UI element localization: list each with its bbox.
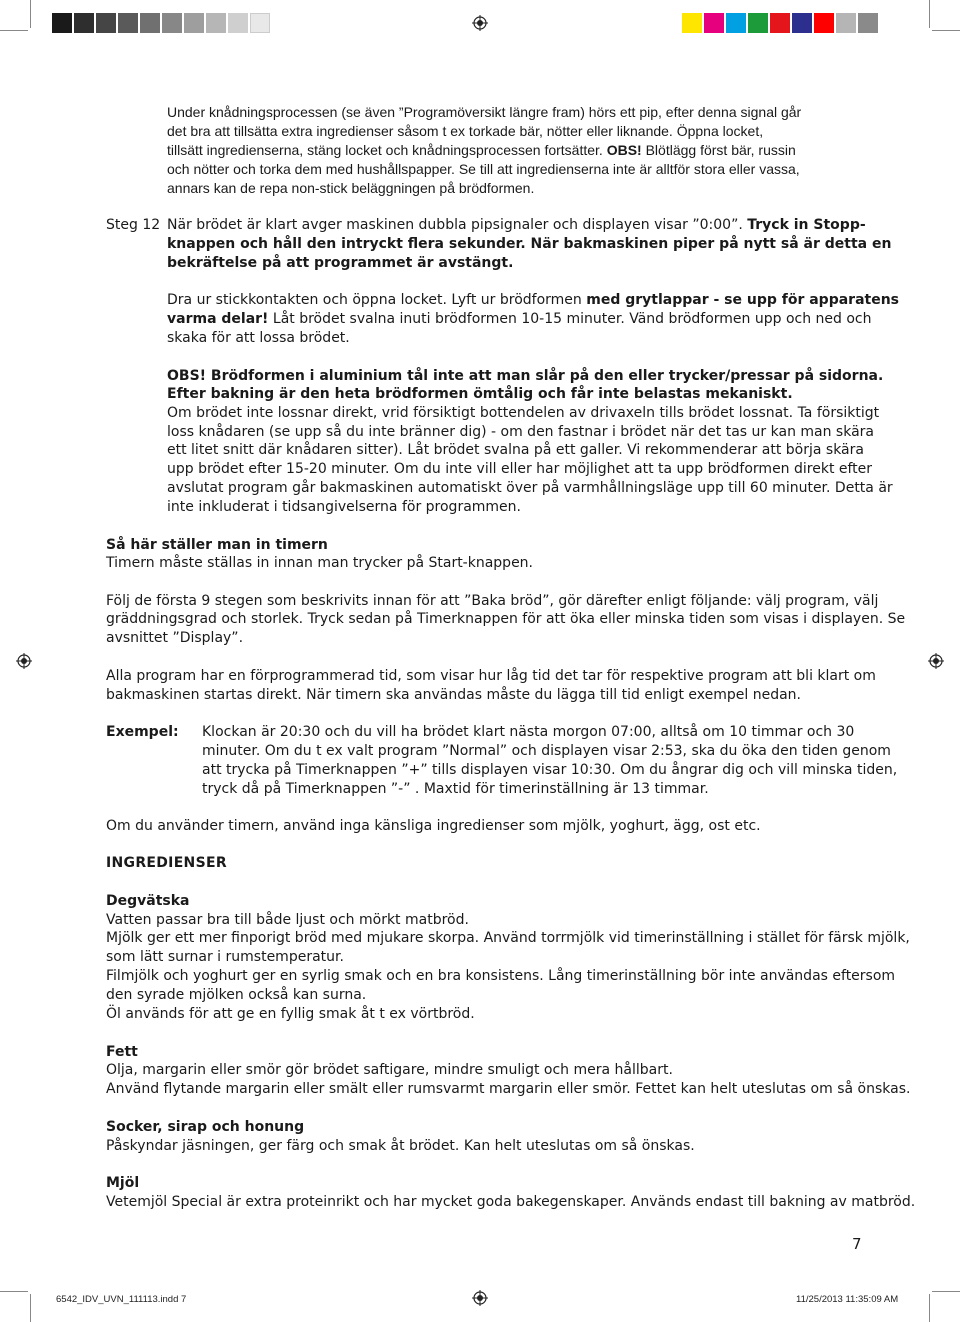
color-swatch-yellow <box>682 13 702 33</box>
page-number: 7 <box>852 1235 862 1253</box>
color-swatch-gray <box>836 13 856 33</box>
crop-mark <box>932 1291 960 1292</box>
text-segment: Låt brödet svalna inuti brödformen 10-15 minuter. Vänd brödformen upp och ned och <box>268 311 872 327</box>
text-line: Filmjölk och yoghurt ger en syrlig smak och en bra konsistens. Lång timerinställning bör inte användas eftersom <box>106 968 896 984</box>
text-segment: tillsätt ingredienserna, stäng locket och knådningsprocessen fortsätter. <box>167 142 607 158</box>
bold-segment: Tryck in Stopp- <box>747 217 866 233</box>
text-line: Följ de första 9 stegen som beskrivits innan för att ”Baka bröd”, gör därefter enligt följande: välj program, välj <box>106 593 879 609</box>
text-segment: Blötlägg först bär, russin <box>641 142 796 158</box>
text-line: tryck då på Timerknappen ”-” . Maxtid för timerinställning är 13 timmar. <box>202 781 709 797</box>
registration-mark-icon <box>928 653 944 669</box>
gray-swatch <box>162 13 182 33</box>
text-line: och nötter och torka dem med hushållspapper. Se till att ingredienserna inte är alltför stora eller vassa, <box>167 161 800 177</box>
slug-filename: 6542_IDV_UVN_111113.indd 7 <box>56 1294 187 1305</box>
text-line: bakmaskinen startas direkt. När timern ska användas måste du lägga till tid enligt exempel nedan. <box>106 687 802 703</box>
text-line: gräddningsgrad och storlek. Tryck sedan på Timerknappen för att öka eller minska tiden som visas i displayen. Se <box>106 611 906 627</box>
text-line <box>167 216 866 235</box>
text-line: Timern måste ställas in innan man trycker på Start-knappen. <box>106 555 534 571</box>
color-swatch-dark-gray <box>858 13 878 33</box>
registration-mark-icon <box>472 1290 488 1306</box>
text-line: Under knådningsprocessen (se även ”Programöversikt längre fram) hörs ett pip, efter denna signal går <box>167 104 802 120</box>
crop-mark <box>0 1291 28 1292</box>
crop-mark <box>0 30 28 31</box>
text-line: skaka för att lossa brödet. <box>167 330 350 346</box>
text-line: upp brödet efter 15-20 minuter. Om du inte vill eller har möjlighet att ta upp brödformen direkt efter <box>167 461 873 477</box>
color-swatch-red <box>770 13 790 33</box>
text-line <box>167 254 513 273</box>
crop-mark <box>932 30 960 31</box>
crop-mark <box>929 0 930 28</box>
text-segment: Dra ur stickkontakten och öppna locket. Lyft ur brödformen <box>167 292 587 308</box>
text-line: Om brödet inte lossnar direkt, vrid försiktigt bottendelen av drivaxeln tills brödet lossnat. Ta försiktigt <box>167 405 880 421</box>
text-line <box>167 141 796 160</box>
bold-segment: bekräftelse på att programmet är avstängt. <box>167 255 514 271</box>
color-swatch-blue <box>792 13 812 33</box>
text-line: ett litet snitt där knådaren sitter). Låt brödet svalna på ett galler. Vi rekommenderar att börja skära <box>167 442 864 458</box>
gray-swatch <box>250 13 270 33</box>
warning-line <box>167 367 883 386</box>
obs-label: OBS! <box>606 142 642 158</box>
text-line: Använd flytande margarin eller smält eller rumsvarmt margarin eller smör. Fettet kan helt uteslutas om så önskas. <box>106 1081 911 1097</box>
text-line <box>167 291 899 310</box>
text-line: Vatten passar bra till både ljust och mörkt matbröd. <box>106 912 469 928</box>
registration-mark-icon <box>16 653 32 669</box>
slug-timestamp: 11/25/2013 11:35:09 AM <box>796 1294 899 1305</box>
text-line: Vetemjöl Special är extra proteinrikt och har mycket goda bakegenskaper. Används endast till bakning av matbröd. <box>106 1194 916 1210</box>
step-label: Steg 12 <box>106 217 161 233</box>
gray-swatch <box>52 13 72 33</box>
subsection-heading: Socker, sirap och honung <box>106 1119 305 1135</box>
gray-swatch <box>140 13 160 33</box>
text-line: annars kan de repa non-stick beläggningen på brödformen. <box>167 180 535 196</box>
text-line: avslutat program går bakmaskinen automatiskt över på varmhållningsläge upp till 60 minuter. Detta är <box>167 480 893 496</box>
text-line: Öl används för att ge en fyllig smak åt t ex vörtbröd. <box>106 1006 475 1022</box>
gray-swatch <box>118 13 138 33</box>
text-line: minuter. Om du t ex valt program ”Normal” och displayen visar 2:53, ska du öka den tiden genom <box>202 743 891 759</box>
bold-segment: knappen och håll den intryckt flera sekunder. När bakmaskinen piper på nytt så är detta en <box>167 236 892 252</box>
section-heading: INGREDIENSER <box>106 855 227 871</box>
text-line: Olja, margarin eller smör gör brödet saftigare, mindre smuligt och mera hållbart. <box>106 1062 673 1078</box>
warning-line <box>167 385 793 404</box>
gray-swatch <box>184 13 204 33</box>
text-line: Klockan är 20:30 och du vill ha brödet klart nästa morgon 07:00, alltså om 10 timmar och 30 <box>202 724 855 740</box>
text-line: Påskyndar jäsningen, ger färg och smak åt brödet. Kan helt uteslutas om så önskas. <box>106 1138 695 1154</box>
color-swatch-cyan <box>726 13 746 33</box>
registration-mark-icon <box>472 15 488 31</box>
color-swatch-magenta <box>704 13 724 33</box>
text-line: Om du använder timern, använd inga känsliga ingredienser som mjölk, yoghurt, ägg, ost etc. <box>106 818 761 834</box>
gray-swatch <box>96 13 116 33</box>
text-line: den syrade mjölken också kan surna. <box>106 987 367 1003</box>
crop-mark <box>30 0 31 28</box>
gray-swatch <box>74 13 94 33</box>
crop-mark <box>929 1294 930 1322</box>
text-line: som lätt surnar i rumstemperatur. <box>106 949 344 965</box>
section-heading: Så här ställer man in timern <box>106 537 328 553</box>
text-line: loss knådaren (se upp så du inte bränner dig) - om den fastnar i brödet när det tas ur kan man skära <box>167 424 874 440</box>
crop-mark <box>30 1294 31 1322</box>
gray-swatch <box>206 13 226 33</box>
subsection-heading: Mjöl <box>106 1175 140 1191</box>
subsection-heading: Fett <box>106 1044 138 1060</box>
text-line: att trycka på Timerknappen ”+” tills displayen visar 10:30. Om du ångrar dig och vill minska tiden, <box>202 762 898 778</box>
text-line <box>167 310 872 329</box>
text-line: Alla program har en förprogrammerad tid, som visar hur låg tid det tar för respektive program att bli klart om <box>106 668 876 684</box>
bold-segment: Efter bakning är den heta brödformen ömtålig och får inte belastas mekaniskt. <box>167 386 793 402</box>
subsection-heading: Degvätska <box>106 893 190 909</box>
text-line: inte inkluderat i tidsangivelserna för programmen. <box>167 499 521 515</box>
gray-swatch <box>228 13 248 33</box>
text-line: avsnittet ”Display”. <box>106 630 244 646</box>
bold-segment: varma delar! <box>167 311 269 327</box>
text-segment: När brödet är klart avger maskinen dubbla pipsignaler och displayen visar ”0:00”. <box>167 217 748 233</box>
text-line: det bra att tillsätta extra ingredienser såsom t ex torkade bär, nötter eller liknande. Öppna locket, <box>167 123 764 139</box>
color-swatch-green <box>748 13 768 33</box>
color-swatch-bright-red <box>814 13 834 33</box>
bold-segment: med grytlappar - se upp för apparatens <box>586 292 900 308</box>
text-line <box>167 235 891 254</box>
bold-segment: OBS! Brödformen i aluminium tål inte att man slår på den eller trycker/pressar på sidorna. <box>167 368 884 384</box>
text-line: Mjölk ger ett mer finporigt bröd med mjukare skorpa. Använd torrmjölk vid timerinställning i stället för färsk mjölk, <box>106 930 910 946</box>
example-label: Exempel: <box>106 724 179 740</box>
